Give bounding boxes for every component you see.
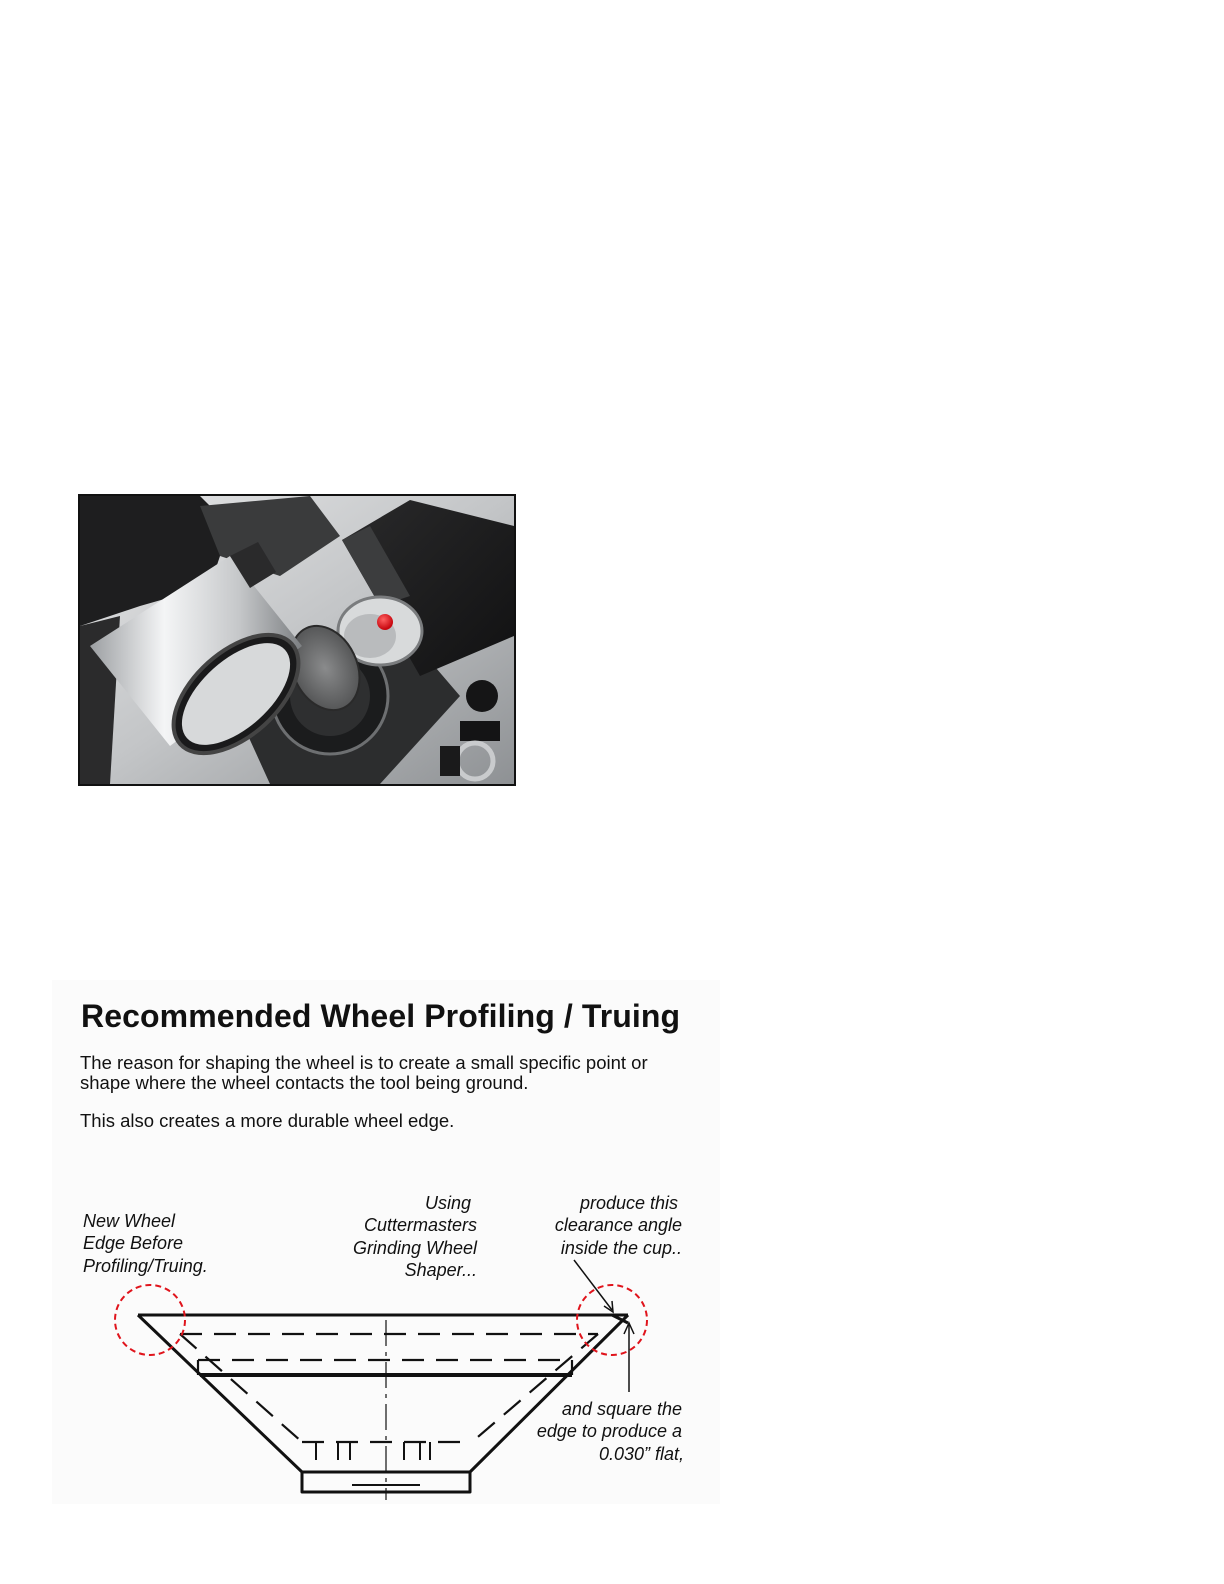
annotation-wheel-shaper: Using Cuttermasters Grinding Wheel Shaper...	[352, 1193, 477, 1281]
durability-paragraph: This also creates a more durable wheel edge.	[80, 1110, 455, 1131]
annotation-clearance-angle: produce this clearance angle inside the cup..	[554, 1193, 682, 1258]
panel-title: Recommended Wheel Profiling / Truing	[81, 998, 681, 1034]
grinding-wheel-photo	[78, 494, 516, 786]
annotation-square-edge: and square the edge to produce a 0.030” flat,	[536, 1399, 684, 1464]
left-edge-highlight	[115, 1285, 185, 1355]
intro-paragraph: The reason for shaping the wheel is to create a small specific point or shape where the wheel contacts the tool being ground.	[80, 1052, 648, 1093]
wheel-profiling-panel	[52, 980, 720, 1504]
annotation-new-wheel-edge: New Wheel Edge Before Profiling/Truing.	[83, 1211, 208, 1276]
right-edge-highlight	[577, 1285, 647, 1355]
